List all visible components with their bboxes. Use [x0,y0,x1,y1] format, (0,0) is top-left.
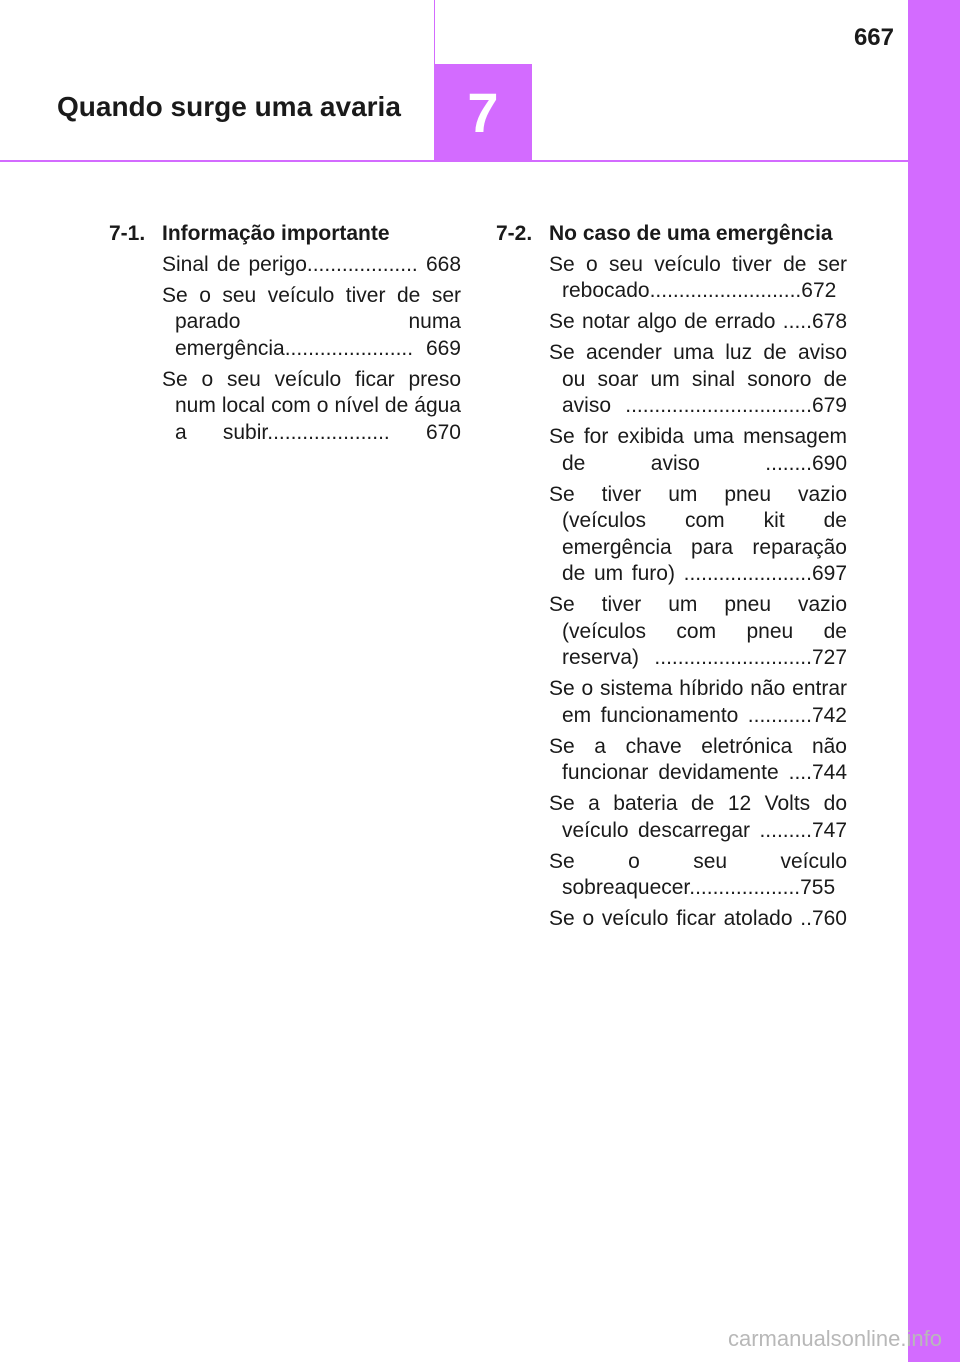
toc-entry[interactable]: Se o seu veículo sobreaquecer...................755 [549,849,847,899]
section-title: Informação importante [162,222,390,245]
toc-entry[interactable]: Se o seu veículo ficar preso num local com o nível de água a subir..................... 670 [162,367,461,444]
toc-entry[interactable]: Se o seu veículo tiver de ser rebocado..........................672 [549,252,847,302]
toc-entry[interactable]: Sinal de perigo................... 668 [162,252,461,276]
page-number: 667 [853,24,894,51]
chapter-number-badge: 7 [434,64,532,161]
chapter-side-tab [908,0,960,1362]
header-vertical-rule [434,0,435,64]
toc-section-7-1 [109,221,461,451]
section-heading [496,221,847,248]
toc-section-7-2 [496,221,847,937]
section-number: 7-2. [496,222,533,245]
watermark: carmanualsonline.info [727,1326,942,1351]
toc-entry[interactable]: Se o veículo ficar atolado ..760 [549,907,847,930]
section-number: 7-1. [109,222,146,245]
toc-entry[interactable]: Se tiver um pneu vazio (veículos com kit de emergência para reparação de um furo) ......................697 [549,482,847,585]
toc-entry[interactable]: Se notar algo de errado .....678 [549,310,847,333]
toc-entry[interactable]: Se o seu veículo tiver de ser parado numa emergência...................... 669 [162,283,461,360]
toc-entry[interactable]: Se a chave eletrónica não funcionar devidamente ....744 [549,734,847,784]
chapter-title: Quando surge uma avaria [57,91,401,122]
toc-entry[interactable]: Se a bateria de 12 Volts do veículo descarregar .........747 [549,792,847,842]
toc-entry[interactable]: Se acender uma luz de aviso ou soar um sinal sonoro de aviso ................................679 [549,341,847,417]
toc-entry[interactable]: Se for exibida uma mensagem de aviso ........690 [549,425,847,475]
toc-entry[interactable]: Se o sistema híbrido não entrar em funcionamento ...........742 [549,677,847,727]
section-title: No caso de uma emergência [549,222,833,245]
toc-entry[interactable]: Se tiver um pneu vazio (veículos com pneu de reserva) ...........................727 [549,593,847,669]
section-heading [109,221,461,248]
